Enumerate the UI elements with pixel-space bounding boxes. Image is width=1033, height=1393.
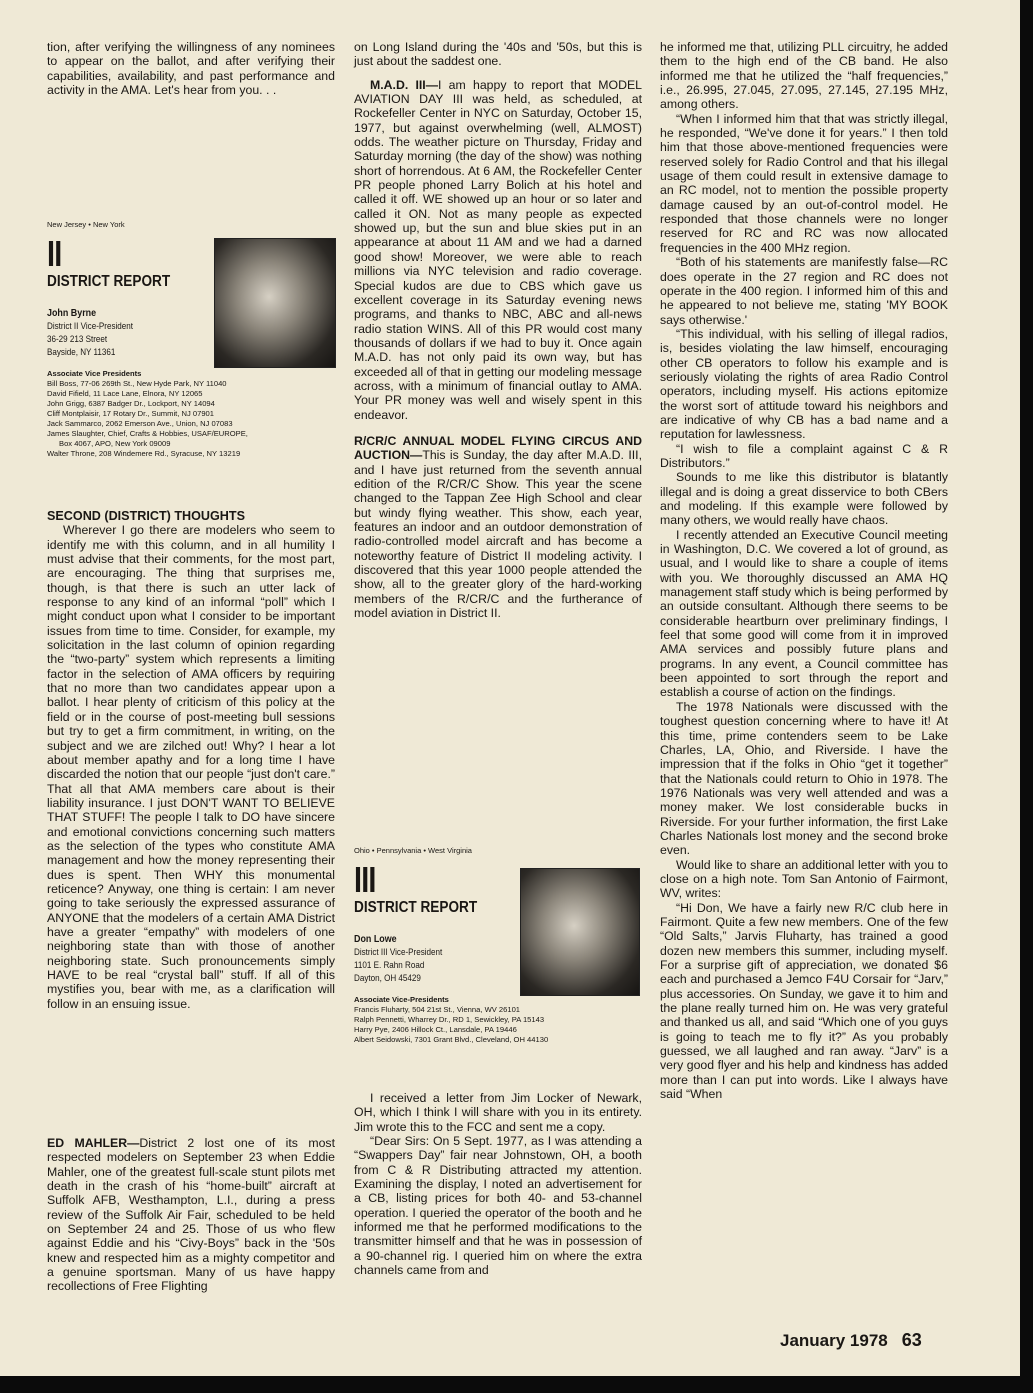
district-states: Ohio • Pennsylvania • West Virginia [354, 846, 472, 855]
assoc-item: Ralph Pennetti, Wharrey Dr., RD 1, Sewickley, PA 15143 [354, 1015, 545, 1024]
vp-role: District II Vice-President [47, 321, 134, 332]
paragraph-text: This is Sunday, the day after M.A.D. III, and I have just returned from the seventh annual edition of the R/CR/C Show. This year the scene changed to the Tappan Zee High School and clear but windy flying weather. This show, each year, features an indoor and an outdoor demonstration of radio-controlled model aircraft and has become a noteworthy feature of District II modeling activity. I discovered that this year 1000 people attended the show, all to the greater glory of the hard-working members of the R/CR/C and the furtherance of model aviation in District II. [354, 448, 642, 621]
col1-intro [47, 40, 335, 97]
vp-address: 1101 E. Rahn Road [354, 960, 425, 971]
vp-role: District III Vice-President [354, 947, 443, 958]
assoc-item: Harry Pye, 2406 Hillock Ct., Lansdale, PA 19446 [354, 1025, 517, 1034]
assoc-heading: Associate Vice Presidents [47, 369, 142, 378]
col1-mahler [47, 1136, 335, 1294]
paragraph-text: I am happy to report that MODEL AVIATION DAY III was held, as scheduled, at Rockefeller Center in NYC on Saturday, October 15, 1977, but against overwhelming (well, ALMOST) odds. The weather picture on Thursday, Friday and Saturday morning (the day of the show) was nothing short of horrendous. At 6 AM, the Rockefeller Center PR people phoned Larry Bolich at his hotel and called it off. WE showed up an hour or so later and called it ON. Not as many people as expected showed up, but the sun and blue skies put in an appearance at about 11 AM and we had a darned good show! Moreover, we were able to reach millions via NYC television and radio coverage. Special kudos are due to CBS which gave us excellent coverage in its Saturday evening news programs, and thanks to NBC, ABC and all-news radio station WINS. All of this PR would cost many thousands of dollars if we had to buy it. Once again M.A.D. has not only paid its own way, but has exceeded all of that in getting our modeling message across, with a minimum of financial outlay to AMA. Your PR money was well and wisely spent in this endeavor. [354, 77, 643, 422]
run-in-heading: M.A.D. III— [370, 77, 439, 92]
col2-letter [354, 1091, 642, 1277]
col1-thoughts [47, 509, 335, 1011]
vp-name: Don Lowe [354, 933, 397, 945]
vp-city: Bayside, NY 11361 [47, 347, 116, 358]
assoc-item: Jack Sammarco, 2062 Emerson Ave., Union, NJ 07083 [47, 419, 233, 428]
run-in-heading: R/CR/C ANNUAL MODEL FLYING CIRCUS AND AUCTION— [354, 433, 642, 463]
paragraph: Sounds to me like this distributor is blatantly illegal and is doing a great disservice to both CBers and modeling. If this example were followed by many others, we would really have chaos. [660, 470, 948, 528]
paragraph: he informed me that, utilizing PLL circuitry, he added them to the high end of the CB band. He also informed me that he utilized the “half frequencies,” i.e., 26.995, 27.045, 27.095, 27.145, 27.195 MHz, among others. [660, 40, 948, 112]
paragraph [354, 78, 642, 422]
vp-address: 36-29 213 Street [47, 334, 108, 345]
assoc-item: Albert Seidowski, 7301 Grant Blvd., Cleveland, OH 44130 [354, 1035, 549, 1044]
paragraph: “This individual, with his selling of illegal radios, is, besides violating the law himself, encouraging other CB operators to follow his example and is seriously violating the rights of area Radio Control operators, including myself. His actions epitomize the worst sort of attitude toward his neighbors and are indicative of why CB has a bad name and a reputation for lawlessness. [660, 326, 948, 442]
scan-border-right [1020, 0, 1033, 1393]
paragraph: “Dear Sirs: On 5 Sept. 1977, as I was attending a “Swappers Day” fair near Johnstown, OH, a booth from C & R Distributing attracted my attention. Examining the display, I noted an advertisement for a CB, listing prices for both 40- and 53-channel operation. I queried the operator of the booth and he informed me that he performed modifications to the transmitter himself and that he was in possession of a 90-channel rig. I queried him on where the extra channels came from and [354, 1134, 642, 1278]
district-states: New Jersey • New York [47, 220, 125, 229]
district-numeral: III [354, 859, 376, 900]
paragraph [47, 1136, 335, 1294]
issue-date: January 1978 [780, 1331, 888, 1350]
portrait-photo-don-lowe [520, 868, 640, 996]
paragraph: “I wish to file a complaint against C & R Distributors.” [660, 441, 948, 470]
assoc-item: John Grigg, 6387 Badger Dr., Lockport, NY 14094 [47, 399, 215, 408]
portrait-photo-john-byrne [214, 238, 336, 368]
assoc-item: Francis Fluharty, 504 21st St., Vienna, WV 26101 [354, 1005, 521, 1014]
paragraph: The 1978 Nationals were discussed with the toughest question concerning where to have it! At this time, prime contenders seem to be Lake Charles, LA, Ohio, and Riverside. I have the impression that if the folks in Ohio “get it together” that the Nationals could return to Ohio in 1978. The 1976 Nationals was very well attended and was a money maker. We lost considerable bucks in Riverside. For your further information, the first Lake Charles Nationals lost money and the second broke even. [660, 699, 948, 858]
associate-vps-list [354, 995, 644, 1045]
assoc-item: Cliff Montplaisir, 17 Rotary Dr., Summit, NJ 07901 [47, 409, 214, 418]
vp-city: Dayton, OH 45429 [354, 973, 421, 984]
paragraph: “Both of his statements are manifestly false—RC does operate in the 27 region and RC does not operate in the 400 region. I informed him of this and he appeared to not believe me, stating 'MY BOOK says otherwise.' [660, 255, 948, 327]
section-heading: SECOND (DISTRICT) THOUGHTS [47, 509, 245, 523]
paragraph: on Long Island during the '40s and '50s, but this is just about the saddest one. [354, 40, 642, 69]
district-title: DISTRICT REPORT [47, 273, 171, 290]
paragraph: tion, after verifying the willingness of any nominees to appear on the ballot, and after verifying their capabilities, availability, and past performance and activity in the AMA. Let's hear from you. . . [47, 40, 335, 98]
paragraph: Would like to share an additional letter with you to close on a high note. Tom San Antonio of Fairmont, WV, writes: [660, 857, 948, 901]
paragraph [354, 434, 642, 620]
district-numeral: II [47, 233, 62, 274]
assoc-item: James Slaughter, Chief, Crafts & Hobbies, USAF/EUROPE, [47, 429, 248, 438]
vp-name: John Byrne [47, 307, 97, 319]
page-number: 63 [901, 1330, 922, 1350]
page-footer [780, 1330, 922, 1351]
district-title: DISTRICT REPORT [354, 899, 478, 916]
assoc-item: Bill Boss, 77-06 269th St., New Hyde Park, NY 11040 [47, 379, 227, 388]
assoc-item: Walter Throne, 208 Windemere Rd., Syracuse, NY 13219 [47, 449, 241, 458]
paragraph: I recently attended an Executive Council meeting in Washington, D.C. We covered a lot of ground, as usual, and I would like to share a couple of items with you. We thoroughly discussed an AMA HQ management staff study which is being performed by an outside consultant. Although there seems to be considerable heartburn over preliminary findings, I feel that some good will come from it in improved AMA services and possibly future plans and programs. In any event, a Council committee has been appointed to sort through the report and establish a course of action on the findings. [660, 527, 948, 700]
run-in-heading: ED MAHLER— [47, 1136, 140, 1150]
assoc-heading: Associate Vice-Presidents [354, 995, 449, 1004]
col2-top [354, 40, 642, 620]
paragraph: Wherever I go there are modelers who seem to identify me with this column, and in all humility I must advise that their comments, for the most part, are encouraging. The thing that surprises me, though, is that there is such an utter lack of response to any kind of an informal “poll” which I might conduct upon what I consider to be important issues from time to time. Consider, for example, my solicitation in the last column of opinion regarding the “two-party” system which represents a limiting factor in the selection of AMA officers by requiring that no more than two candidates appear upon a ballot. I hear plenty of criticism of this policy at the field or in the course of post-meeting bull sessions but try to get a firm commitment, in writing, on the subject and we are zilched out! Why? I hear a lot about member apathy and for a long time I have discarded the notion that our people “just don't care.” That all that AMA members care about is their liability insurance. I just DON'T WANT TO BELIEVE THAT STUFF! The people I talk to DO have sincere and emotional convictions concerning such matters as the selection of the types who constitute AMA management and how the money representing their dues is spent. Then WHY this monumental reticence? Anyway, one thing is certain: I am never going to take seriously the expressed assurance of ANYONE that the modelers of a certain AMA District have a greater “empathy” with modelers of one neighboring state than with those of another neighboring state. Such pronouncements simply HAVE to be real “crystal ball” stuff. If all of this mystifies you, bear with me, as a clarification will follow in an ensuing issue. [47, 523, 335, 1011]
assoc-item: David Fifield, 11 Lace Lane, Elnora, NY 12065 [47, 389, 203, 398]
assoc-item: Box 4067, APO, New York 09009 [59, 439, 171, 448]
col3 [660, 40, 948, 1101]
paragraph: “When I informed him that that was strictly illegal, he responded, “We've done it for years.” I then told him that those above-mentioned frequencies were reserved solely for Radio Control and that his illegal usage of them could result in extensive damage to an RC model, not to mention the possible property damage caused by an out-of-control model. He responded that those channels were no longer reserved for RC and RC was now allocated frequencies in the 400 MHz region. [660, 111, 948, 255]
scan-border-bottom [0, 1376, 1033, 1393]
associate-vps-list [47, 369, 337, 459]
paragraph-text: District 2 lost one of its most respected modelers on September 23 when Eddie Mahler, one of the greatest full-scale stunt pilots met death in the crash of his “home-built” aircraft at Suffolk AFB, Westhampton, L.I., during a press review of the Suffolk Air Fair, scheduled to be held on September 24 and 25. Those of us who flew against Eddie and his “Civy-Boys” back in the '50s knew and respected him as a mighty competitor and a genuine sportsman. Many of us have happy recollections of Free Flighting [47, 1136, 335, 1294]
paragraph: “Hi Don, We have a fairly new R/C club here in Fairmont. Quite a few new members. One of the few “Old Salts,” Jarvis Fluharty, has trained a good dozen new members this summer, including myself. For a surprise gift of appreciation, we donated $6 each and purchased a Jemco F4U Corsair for “Jarv,” plus accessories. On Sunday, we gave it to him and the plane really turned him on. He was very grateful and thanked us all, and said “Which one of you guys is going to teach me to fly it?” As you probably guessed, we all laughed and ran away. “Jarv” is a very good flyer and his help and kindness has added more than I can put into words. Like I always have said “When [660, 900, 948, 1102]
paragraph: I received a letter from Jim Locker of Newark, OH, which I think I will share with you in its entirety. Jim wrote this to the FCC and sent me a copy. [354, 1091, 642, 1134]
